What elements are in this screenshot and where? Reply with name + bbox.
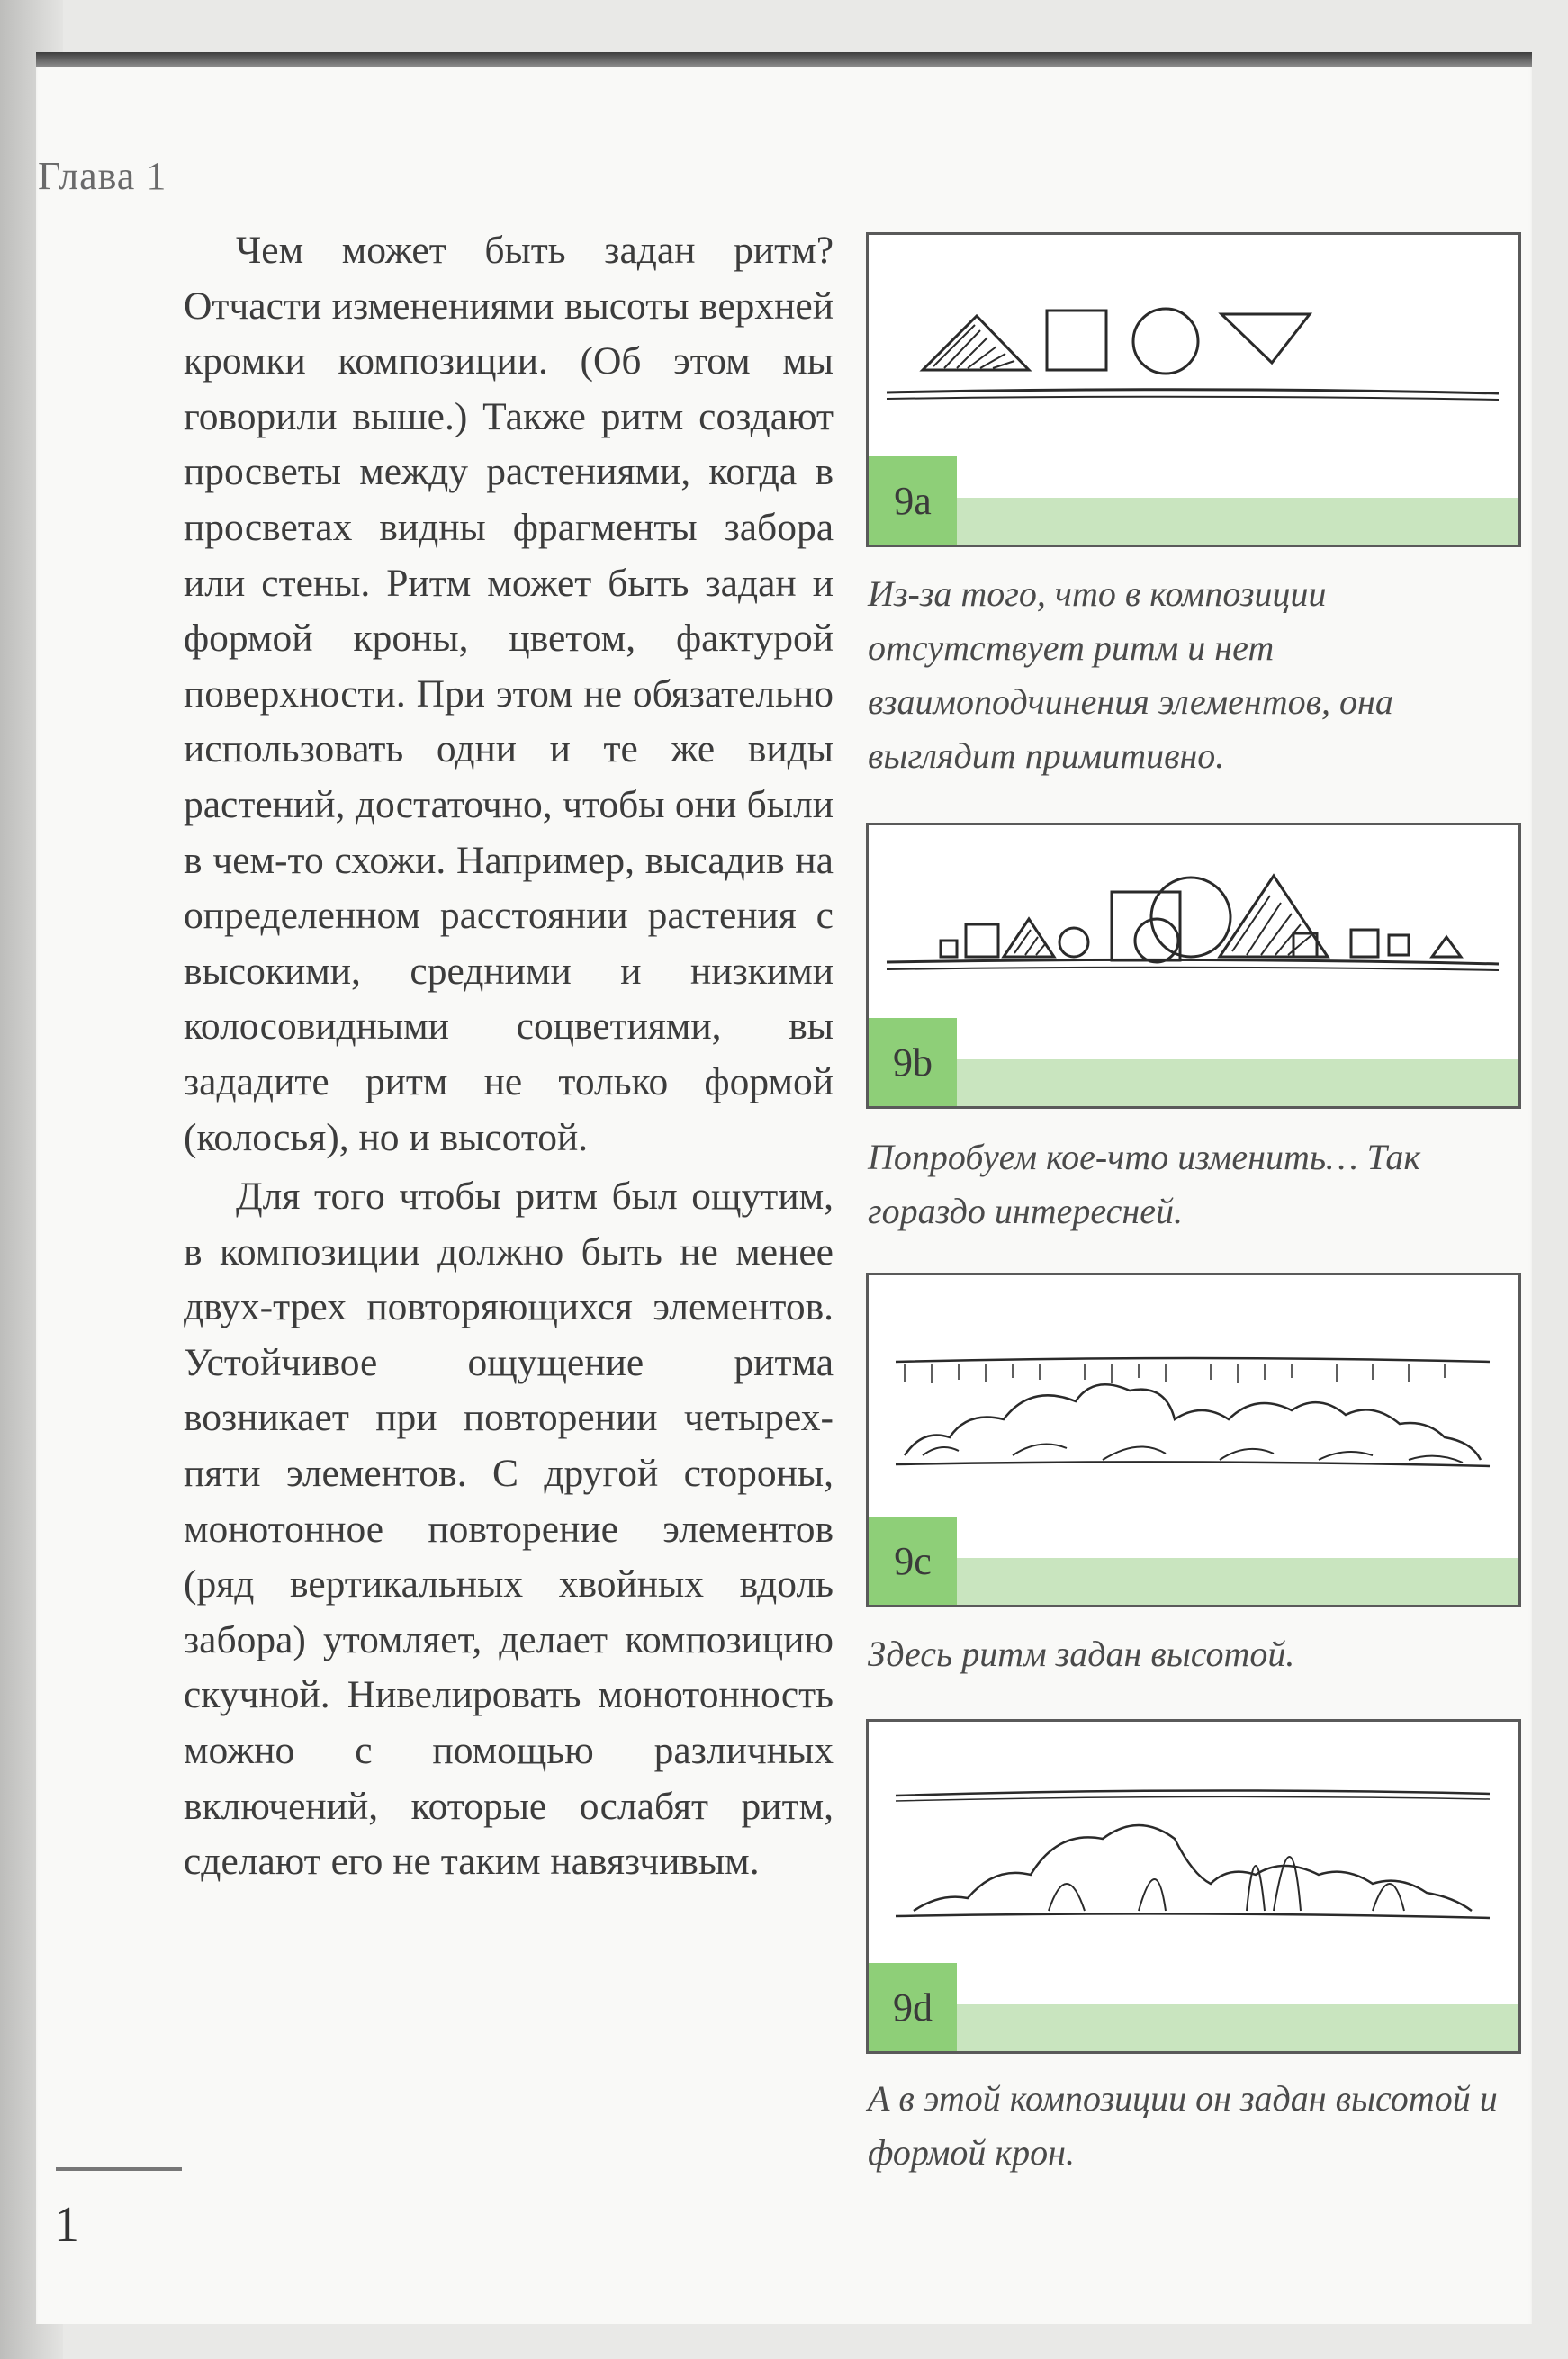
body-text [184,223,834,1890]
paragraph: Для того чтобы ритм был ощутим, в композиции должно быть не менее двух-трех повторяющихся элементов. Устойчивое ощущение ритма возникает при повторении четырех-пяти элементов. С другой стороны, монотонное повторение элементов (ряд вертикальных хвойных вдоль забора) утомляет, делает композицию скучной. Нивелировать монотонность можно с помощью различных включений, которые ослабят ритм, сделают его не таким навязчивым. [184,1175,834,1884]
figure-label-strip [957,1059,1518,1106]
figure-label-strip [957,498,1518,545]
figure-9c-drawing [869,1275,1518,1605]
figure-label: 9b [869,1018,957,1106]
chapter-header: Глава 1 [38,154,167,198]
figure-9c-caption: Здесь ритм задан высотой. [868,1634,1295,1674]
figure-label: 9d [869,1963,957,2051]
figure-label: 9a [869,456,957,545]
page-number: 1 [54,2197,79,2253]
figure-label: 9c [869,1517,957,1605]
figure-9b-caption: Попробуем кое-что изменить… Так гораздо интересней. [868,1137,1421,1231]
figure-9a-caption: Из-за того, что в композиции отсутствует ритм и нет взаимоподчинения элементов, она выглядит примитивно. [868,573,1393,776]
figure-9c [866,1273,1521,1607]
figure-9b [866,823,1521,1109]
figure-9d [866,1719,1521,2054]
figure-9a [866,232,1521,547]
paragraph: Чем может быть задан ритм? Отчасти изменениями высоты верхней кромки композиции. (Об этом мы говорили выше.) Также ритм создают просветы между растениями, когда в просветах видны фрагменты забора или стены. Ритм может быть задан и формой кроны, цветом, фактурой поверхности. При этом не обязательно использовать одни и те же виды растений, достаточно, чтобы они были в чем-то схожи. Например, высадив на определенном расстоянии растения с высокими, средними и низкими колосовидными соцветиями, вы зададите ритм не только формой (колосья), но и высотой. [184,229,834,1159]
page-rule [56,2167,182,2171]
figure-label-strip [957,2004,1518,2051]
figure-9d-caption: А в этой композиции он задан высотой и формой крон. [868,2078,1498,2173]
figure-label-strip [957,1558,1518,1605]
figure-9d-drawing [869,1722,1518,2051]
scan-top-edge [36,52,1532,67]
